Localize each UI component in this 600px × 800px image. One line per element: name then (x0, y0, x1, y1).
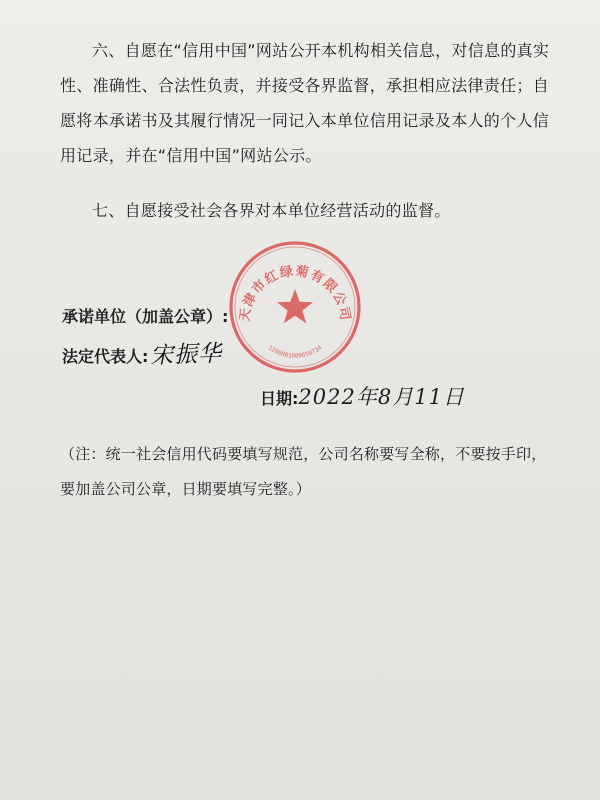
fill-in-note: （注：统一社会信用代码要填写规范，公司名称要写全称，不要按手印，要加盖公司公章，日期要填写完整。） (60, 445, 547, 498)
commitment-item-6: 六、自愿在“信用中国”网站公开本机构相关信息，对信息的真实性、准确性、合法性负责，并接受各界监督，承担相应法律责任；自愿将本承诺书及其履行情况一同记入本单位信用记录及本人的个人信用记录，并在“信用中国”网站公示。 (60, 41, 550, 165)
handwritten-date: 2022年8月11日 (298, 385, 465, 409)
company-seal (225, 237, 365, 377)
commitment-unit-label: 承诺单位（加盖公章）: (62, 307, 229, 326)
commitment-item-7: 七、自愿接受社会各界对本单位经营活动的监督。 (92, 201, 451, 220)
representative-signature: 宋振华 (149, 340, 223, 370)
seal-outer-text: 天津市红绿菊有限公司 (237, 264, 353, 323)
seal-number-text: 1200001009650734 (266, 344, 324, 360)
date-label: 日期: (260, 389, 299, 408)
date-row (260, 381, 465, 411)
seal-star-icon (277, 289, 313, 323)
legal-representative-label: 法定代表人: (62, 347, 149, 366)
